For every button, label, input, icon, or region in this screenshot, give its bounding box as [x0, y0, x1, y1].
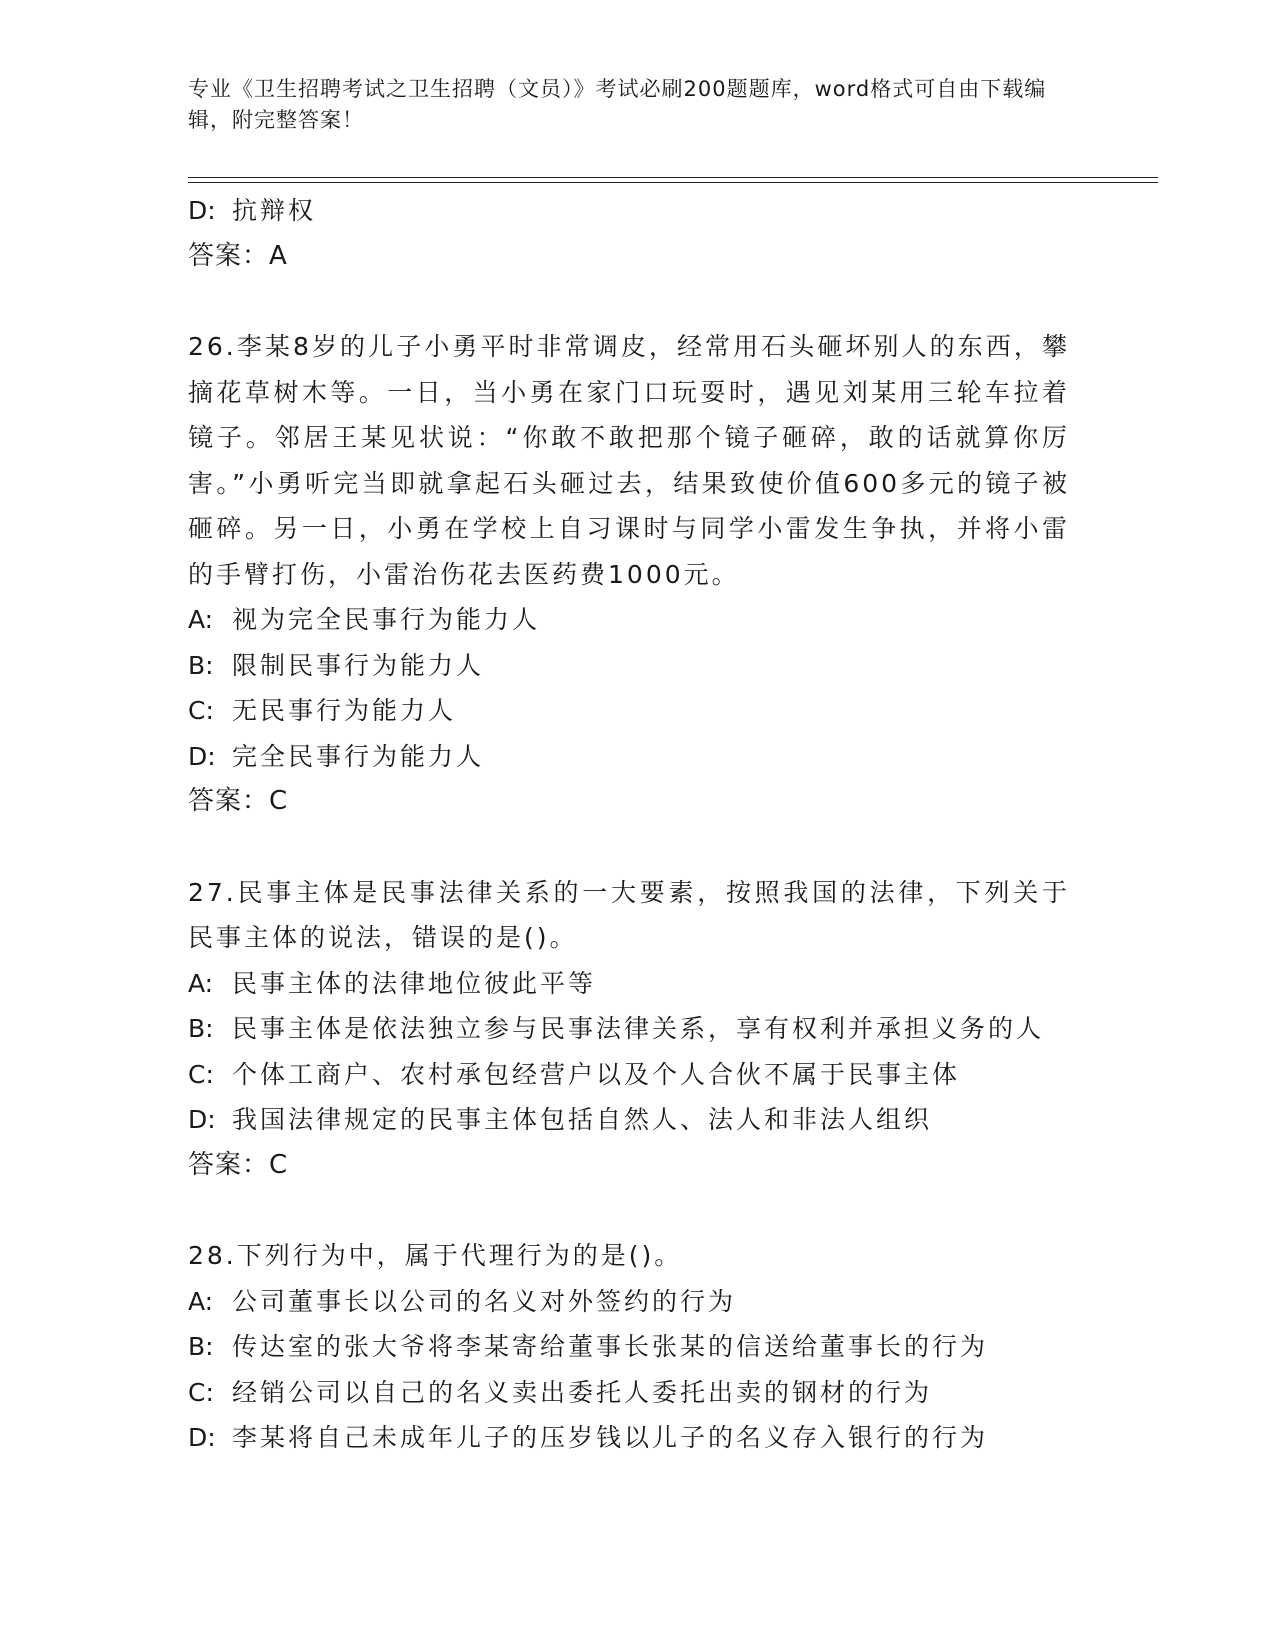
option-a — [188, 1279, 1078, 1325]
option-text: 完全民事行为能力人 — [232, 741, 485, 771]
option-b — [188, 643, 1078, 689]
option-c — [188, 688, 1078, 734]
option-d — [188, 1415, 1078, 1461]
option-label: A: — [188, 1286, 214, 1316]
option-label: D: — [188, 1423, 216, 1452]
option-text: 个体工商户、农村承包经营户以及个人合伙不属于民事主体 — [232, 1059, 961, 1089]
option-a — [188, 597, 1078, 643]
option-b — [188, 1006, 1078, 1052]
option-text: 无民事行为能力人 — [232, 696, 457, 725]
option-d — [188, 734, 1078, 780]
option-text: 公司董事长以公司的名义对外签约的行为 — [232, 1286, 737, 1316]
option-c — [188, 1052, 1078, 1098]
question-stem: 26.李某8岁的儿子小勇平时非常调皮，经常用石头砸坏别人的东西，攀摘花草树木等。一日，当小勇在家门口玩耍时，遇见刘某用三轮车拉着镜子。邻居王某见状说：“你敢不敢把那个镜子砸碎，敢的话就算你厉害。”小勇听完当即就拿起石头砸过去，结果致使价值600多元的镜子被砸碎。另一日，小勇在学校上自习课时与同学小雷发生争执，并将小雷的手臂打伤，小雷治伤花去医药费1000元。 — [188, 332, 1070, 589]
answer-line: 答案：C — [188, 786, 289, 816]
header-divider-bottom — [188, 182, 1158, 183]
answer-line: 答案：C — [188, 1149, 289, 1180]
question-stem: 27.民事主体是民事法律关系的一大要素，按照我国的法律，下列关于民事主体的说法，错误的是()。 — [188, 877, 1070, 952]
document-header — [188, 74, 1068, 136]
option-a — [188, 961, 1078, 1007]
answer-line: 答案：A — [188, 240, 288, 271]
option-label: A: — [188, 605, 214, 634]
option-text: 李某将自己未成年儿子的压岁钱以儿子的名义存入银行的行为 — [232, 1423, 989, 1452]
option-d — [188, 1097, 1078, 1143]
option-text: 传达室的张大爷将李某寄给董事长张某的信送给董事长的行为 — [232, 1332, 989, 1361]
option-text: 限制民事行为能力人 — [232, 650, 485, 680]
question-27 — [188, 870, 1078, 1189]
option-label: D: — [188, 196, 216, 225]
option-label: B: — [188, 1332, 214, 1361]
option-label: B: — [188, 650, 214, 680]
option-label: C: — [188, 696, 214, 725]
option-label: A: — [188, 968, 214, 998]
option-d — [188, 188, 1088, 234]
option-text: 民事主体是依法独立参与民事法律关系，享有权利并承担义务的人 — [232, 1014, 1045, 1043]
option-label: C: — [188, 1377, 214, 1407]
option-label: C: — [188, 1059, 214, 1089]
option-label: B: — [188, 1014, 214, 1043]
question-28 — [188, 1233, 1078, 1461]
header-title: 专业《卫生招聘考试之卫生招聘（文员）》考试必刷200题题库，word格式可自由下载编辑，附完整答案！ — [188, 77, 1047, 132]
option-label: D: — [188, 1105, 216, 1134]
question-26 — [188, 324, 1078, 825]
option-text: 民事主体的法律地位彼此平等 — [232, 968, 597, 998]
header-divider-top — [188, 177, 1158, 178]
option-label: D: — [188, 741, 216, 771]
option-c — [188, 1370, 1078, 1416]
question-stem: 28.下列行为中，属于代理行为的是()。 — [188, 1241, 683, 1270]
option-text: 经销公司以自己的名义卖出委托人委托出卖的钢材的行为 — [232, 1377, 933, 1407]
document-body — [188, 188, 1088, 1461]
option-text: 视为完全民事行为能力人 — [232, 605, 541, 634]
option-text: 抗辩权 — [232, 196, 317, 225]
option-text: 我国法律规定的民事主体包括自然人、法人和非法人组织 — [232, 1105, 933, 1134]
option-b — [188, 1324, 1078, 1370]
